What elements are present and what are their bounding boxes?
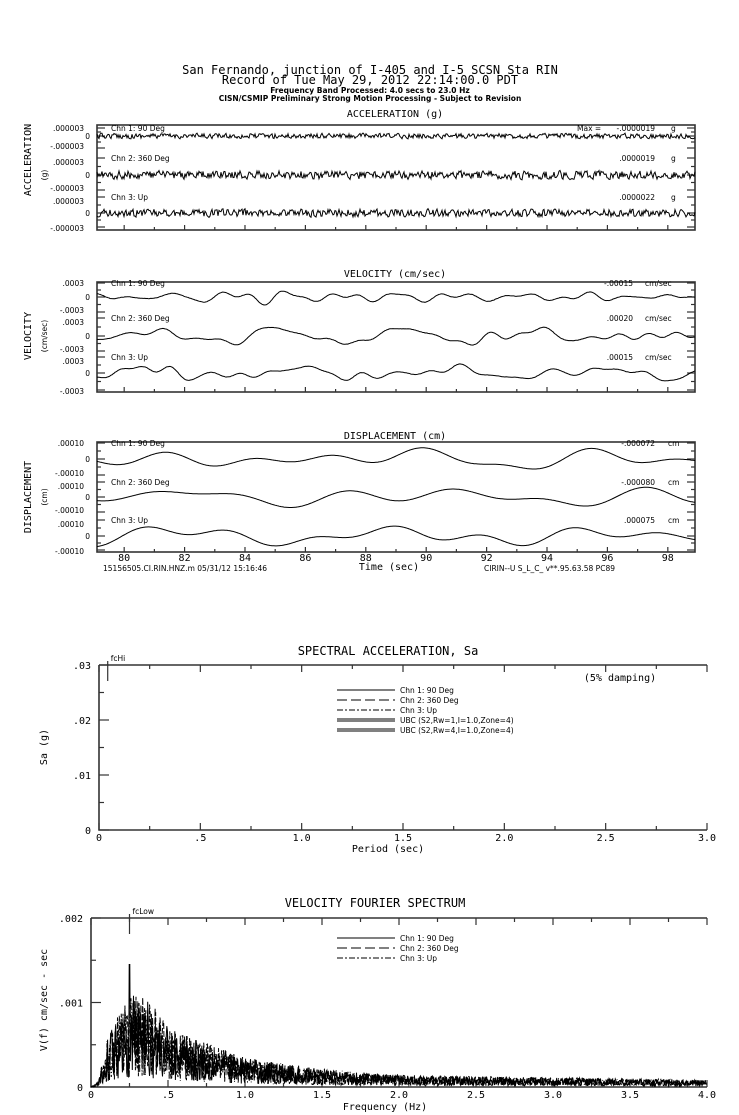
sa-damping-note: (5% damping) [583, 673, 657, 684]
vfs-xlabel: Frequency (Hz) [342, 1102, 428, 1113]
x-tick-label: .5 [161, 1090, 175, 1101]
channel-max-unit: g [671, 154, 676, 163]
y-tick-label-top: .000003 [52, 158, 84, 167]
y-tick-label-zero: 0 [85, 455, 90, 464]
channel-max-value: -.000072 [621, 439, 655, 448]
x-tick-label: 1.0 [292, 833, 311, 844]
channel-label: Chn 2: 360 Deg [111, 478, 170, 487]
y-tick-label-bottom: -.00010 [55, 469, 84, 478]
header-line1: San Fernando, junction of I-405 and I-5 SCSN Sta RIN [182, 63, 558, 77]
footer-right: CIRIN--U S_L_C_ v**.95.63.58 PC89 [484, 564, 615, 573]
channel-max-value: .000075 [623, 516, 655, 525]
channel-max-value: .00015 [606, 353, 633, 362]
x-tick-label: 1.0 [235, 1090, 255, 1101]
time-tick-label: 92 [480, 553, 493, 564]
channel-label: Chn 3: Up [111, 193, 149, 202]
x-tick-label: 2.5 [596, 833, 615, 844]
time-tick-label: 96 [601, 553, 614, 564]
velocity-title: VELOCITY (cm/sec) [343, 269, 447, 280]
y-tick-label-top: .00010 [57, 439, 84, 448]
vfs-ylabel: V(f) cm/sec - sec [39, 948, 50, 1052]
trace-velocity-chn2 [97, 327, 695, 345]
x-tick-label: 3.0 [543, 1090, 563, 1101]
y-tick-label-top: .0003 [62, 279, 84, 288]
time-tick-label: 88 [359, 553, 372, 564]
x-tick-label: .5 [194, 833, 207, 844]
legend-entry: UBC (S2,Rw=1,I=1.0,Zone=4) [400, 716, 514, 725]
x-tick-label: 1.5 [393, 833, 413, 844]
channel-label: Chn 1: 90 Deg [111, 439, 165, 448]
channel-max-value: .0000019 [619, 154, 655, 163]
legend-entry: Chn 2: 360 Deg [400, 696, 459, 705]
sa-title: SPECTRAL ACCELERATION, Sa [297, 644, 479, 658]
acceleration-ylabel: ACCELERATION [23, 123, 34, 197]
time-tick-label: 90 [420, 553, 433, 564]
time-tick-label: 80 [118, 553, 131, 564]
y-tick-label-top: .00010 [57, 520, 84, 529]
y-tick-label: 0 [84, 826, 91, 837]
x-tick-label: 1.5 [312, 1090, 332, 1101]
y-tick-label-top: .000003 [52, 197, 84, 206]
y-tick-label-bottom: -.0003 [59, 306, 84, 315]
y-tick-label-bottom: -.0003 [59, 345, 84, 354]
trace-acceleration-chn2 [97, 170, 695, 179]
legend-entry: UBC (S2,Rw=4,I=1.0,Zone=4) [400, 726, 514, 735]
x-tick-label: 4.0 [697, 1090, 717, 1101]
legend-entry: Chn 1: 90 Deg [400, 686, 454, 695]
x-tick-label: 2.5 [466, 1090, 486, 1101]
displacement-yunit: (cm) [40, 488, 49, 506]
y-tick-label-top: .0003 [62, 318, 84, 327]
channel-max-unit: cm [668, 516, 680, 525]
displacement-ylabel: DISPLACEMENT [23, 460, 34, 534]
x-tick-label: 3.5 [620, 1090, 640, 1101]
channel-max-unit: cm/sec [645, 353, 672, 362]
y-tick-label: .01 [72, 771, 91, 782]
max-prefix: Max = [577, 124, 602, 133]
y-tick-label-zero: 0 [85, 209, 90, 218]
channel-max-value: .0000022 [619, 193, 655, 202]
panel-frame-displacement [97, 442, 695, 552]
time-axis-label: Time (sec) [358, 562, 420, 573]
vfs-trace-chn1 [91, 965, 706, 1088]
channel-max-unit: g [671, 193, 676, 202]
displacement-title: DISPLACEMENT (cm) [343, 431, 447, 442]
y-tick-label: .002 [58, 914, 83, 925]
x-tick-label: 0 [95, 833, 103, 844]
velocity-yunit: (cm/sec) [40, 319, 49, 353]
x-tick-label: 0 [87, 1090, 95, 1101]
y-tick-label-top: .000003 [52, 124, 84, 133]
trace-displacement-chn2 [97, 487, 695, 507]
y-tick-label-zero: 0 [85, 493, 90, 502]
y-tick-label: .03 [72, 661, 91, 672]
y-tick-label-zero: 0 [85, 332, 90, 341]
trace-acceleration-chn1 [97, 133, 695, 139]
channel-max-value: .00020 [606, 314, 633, 323]
trace-displacement-chn3 [97, 526, 695, 546]
sa-ylabel: Sa (g) [39, 728, 50, 766]
time-tick-label: 94 [540, 553, 554, 564]
trace-velocity-chn3 [97, 364, 695, 381]
legend-entry: Chn 2: 360 Deg [400, 944, 459, 953]
acceleration-yunit: (g) [40, 169, 49, 181]
vfs-trace-chn2 [91, 997, 706, 1087]
y-tick-label-bottom: -.00010 [55, 547, 84, 556]
y-tick-label: .001 [58, 998, 83, 1010]
legend-entry: Chn 3: Up [400, 706, 438, 715]
time-tick-label: 86 [299, 553, 312, 564]
channel-max-unit: cm/sec [645, 279, 672, 288]
x-tick-label: 2.0 [389, 1090, 409, 1101]
sa-xlabel: Period (sec) [351, 844, 425, 855]
legend-entry: Chn 1: 90 Deg [400, 934, 454, 943]
trace-displacement-chn1 [97, 448, 695, 469]
channel-max-unit: cm [668, 478, 680, 487]
marker-label: fcLow [132, 907, 155, 916]
y-tick-label: .02 [72, 716, 91, 727]
time-tick-label: 84 [238, 553, 252, 564]
channel-label: Chn 2: 360 Deg [111, 154, 170, 163]
panel-frame-velocity [97, 282, 695, 392]
y-tick-label-bottom: -.000003 [50, 184, 84, 193]
y-tick-label-zero: 0 [85, 369, 90, 378]
channel-label: Chn 3: Up [111, 516, 149, 525]
channel-label: Chn 3: Up [111, 353, 149, 362]
header-line2: Record of Tue May 29, 2012 22:14:00.0 PDT [221, 73, 519, 87]
y-tick-label-top: .0003 [62, 357, 84, 366]
y-tick-label-zero: 0 [85, 132, 90, 141]
channel-label: Chn 2: 360 Deg [111, 314, 170, 323]
channel-max-unit: cm/sec [645, 314, 672, 323]
y-tick-label-bottom: -.000003 [50, 224, 84, 233]
channel-max-unit: g [671, 124, 676, 133]
header-line3: Frequency Band Processed: 4.0 secs to 23.0 Hz [270, 86, 470, 95]
x-tick-label: 3.0 [697, 833, 717, 844]
x-tick-label: 2.0 [495, 833, 514, 844]
channel-max-value: -.00015 [604, 279, 633, 288]
y-tick-label-zero: 0 [85, 532, 90, 541]
footer-left: 15156505.CI.RIN.HNZ.m 05/31/12 15:16:46 [103, 564, 268, 573]
vfs-title: VELOCITY FOURIER SPECTRUM [284, 896, 466, 910]
trace-velocity-chn1 [97, 291, 695, 305]
trace-acceleration-chn3 [97, 209, 695, 218]
channel-max-unit: cm [668, 439, 680, 448]
legend-entry: Chn 3: Up [400, 954, 438, 963]
channel-max-value: -.000080 [621, 478, 655, 487]
y-tick-label: 0 [76, 1083, 83, 1094]
velocity-ylabel: VELOCITY [23, 311, 34, 361]
channel-max-value: -.0000019 [616, 124, 655, 133]
header-line4: CISN/CSMIP Preliminary Strong Motion Processing - Subject to Revision [218, 94, 522, 103]
y-tick-label-zero: 0 [85, 293, 90, 302]
marker-label: fcHi [110, 654, 126, 663]
y-tick-label-bottom: -.00010 [55, 506, 84, 515]
y-tick-label-top: .00010 [57, 482, 84, 491]
y-tick-label-bottom: -.0003 [59, 387, 84, 396]
time-tick-label: 82 [178, 553, 191, 564]
channel-label: Chn 1: 90 Deg [111, 124, 165, 133]
acceleration-title: ACCELERATION (g) [346, 109, 444, 120]
channel-label: Chn 1: 90 Deg [111, 279, 165, 288]
time-tick-label: 98 [661, 553, 674, 564]
time-series-panels [50, 124, 695, 556]
y-tick-label-bottom: -.000003 [50, 142, 84, 151]
vfs-plot [59, 907, 716, 1101]
y-tick-label-zero: 0 [85, 171, 90, 180]
